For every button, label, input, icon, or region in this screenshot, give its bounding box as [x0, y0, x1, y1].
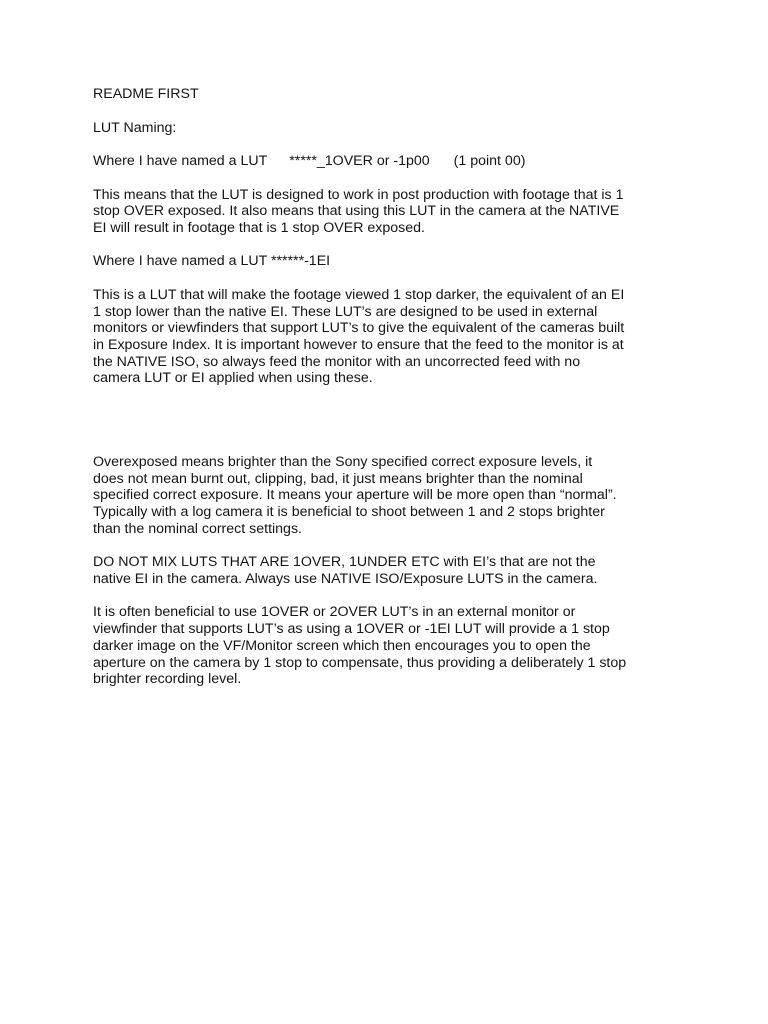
para-lut-darker [93, 287, 693, 387]
named-over-prefix: Where I have named a LUT [93, 153, 268, 169]
para-line: Typically with a log camera it is beneficial to shoot between 1 and 2 stops brighter [93, 504, 605, 521]
para-line: DO NOT MIX LUTS THAT ARE 1OVER, 1UNDER ETC with EI’s that are not the [93, 554, 596, 571]
lut-naming-heading: LUT Naming: [93, 119, 177, 136]
para-means [93, 187, 693, 237]
document-body [93, 86, 693, 705]
blank-space [93, 404, 693, 454]
para-line: native EI in the camera. Always use NATIVE ISO/Exposure LUTS in the camera. [93, 570, 598, 587]
para-line: monitors or viewfinders that support LUT’s to give the equivalent of the cameras built [93, 320, 625, 337]
para-line: It is often beneficial to use 1OVER or 2OVER LUT’s in an external monitor or [93, 604, 576, 621]
named-over-code: *****_1OVER or -1p00 [289, 153, 430, 169]
para-named-ei: Where I have named a LUT ******-1EI [93, 253, 331, 270]
para-line: Overexposed means brighter than the Sony specified correct exposure levels, it [93, 453, 593, 470]
para-named-over [93, 153, 693, 170]
para-line: This means that the LUT is designed to work in post production with footage that is 1 [93, 186, 624, 203]
para-line: camera LUT or EI applied when using these. [93, 370, 373, 387]
para-line: specified correct exposure. It means your aperture will be more open than “normal”. [93, 487, 617, 504]
para-line: in Exposure Index. It is important however to ensure that the feed to the monitor is at [93, 337, 624, 354]
para-line: darker image on the VF/Monitor screen which then encourages you to open the [93, 637, 591, 654]
named-over-note: (1 point 00) [453, 153, 526, 169]
para-line: viewfinder that supports LUT’s as using a 1OVER or -1EI LUT will provide a 1 stop [93, 621, 610, 638]
para-line: stop OVER exposed. It also means that using this LUT in the camera at the NATIVE [93, 203, 620, 220]
para-line: does not mean burnt out, clipping, bad, it just means brighter than the nominal [93, 470, 583, 487]
para-line: than the nominal correct settings. [93, 520, 302, 537]
para-line: 1 stop lower than the native EI. These LUT’s are designed to be used in external [93, 303, 598, 320]
para-overexposed [93, 454, 693, 538]
para-line: the NATIVE ISO, so always feed the monitor with an uncorrected feed with no [93, 353, 581, 370]
para-line: EI will result in footage that is 1 stop OVER exposed. [93, 219, 425, 236]
para-line: aperture on the camera by 1 stop to compensate, thus providing a deliberately 1 stop [93, 654, 627, 671]
document-title: README FIRST [93, 86, 199, 102]
para-do-not-mix [93, 554, 693, 587]
para-line: This is a LUT that will make the footage viewed 1 stop darker, the equivalent of an EI [93, 286, 625, 303]
para-beneficial [93, 604, 693, 688]
para-line: brighter recording level. [93, 671, 242, 688]
